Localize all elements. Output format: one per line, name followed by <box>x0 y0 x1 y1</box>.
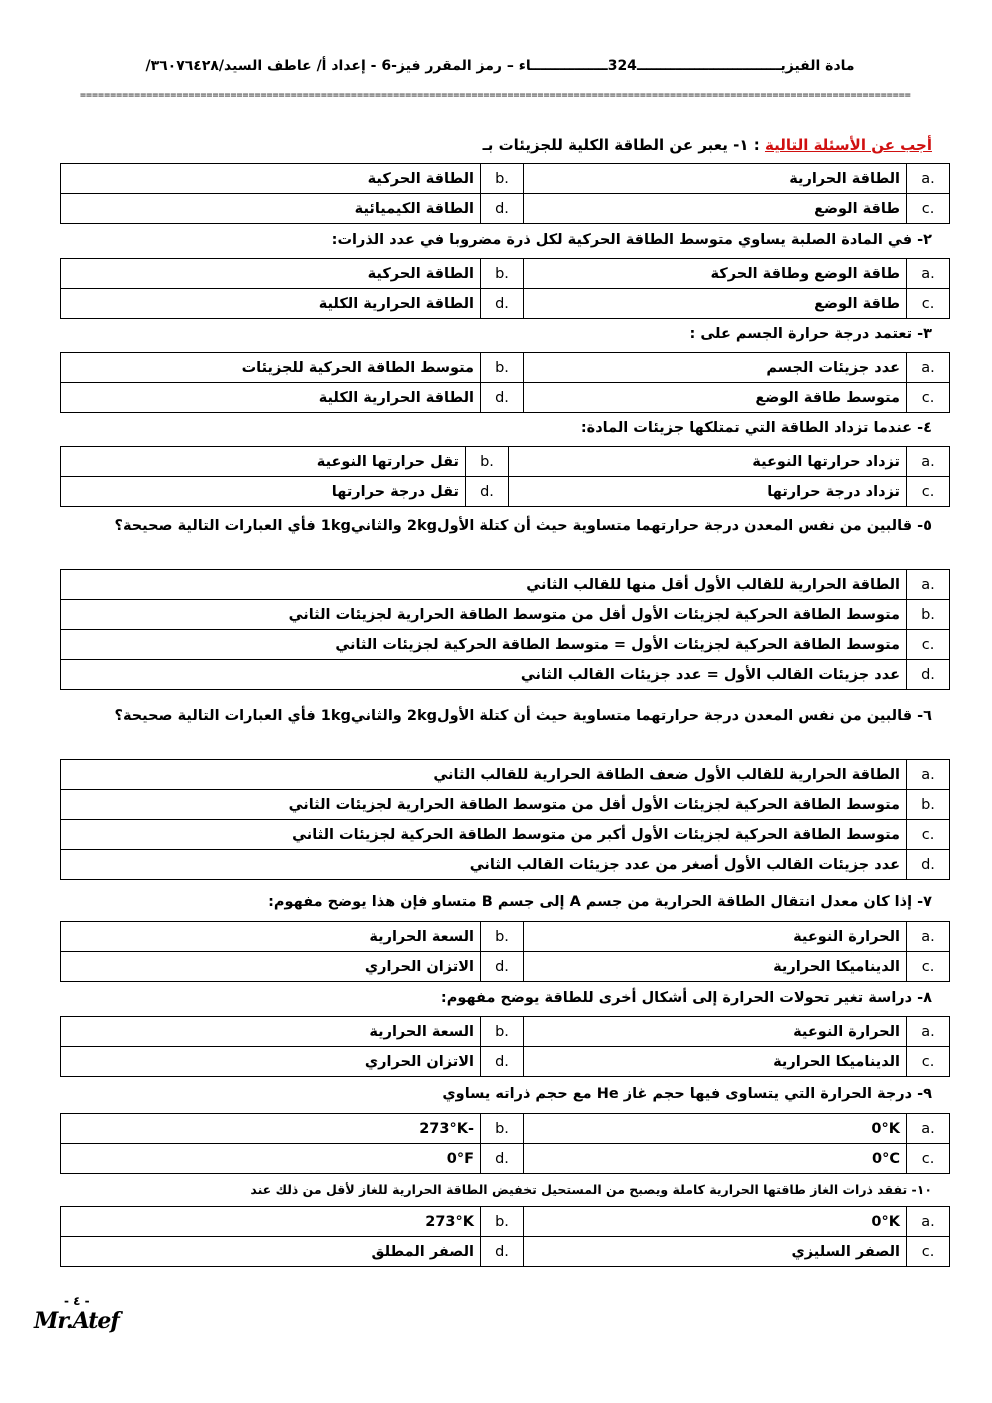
option-letter-b: .b <box>481 1207 524 1237</box>
option-letter-a: .a <box>907 760 950 790</box>
option-d[interactable]: عدد جزيئات القالب الأول أصغر من عدد جزيئات القالب الثاني <box>61 850 907 880</box>
header-separator: ========================================================================================================================================== <box>80 90 911 101</box>
option-a[interactable]: 0°K <box>524 1114 907 1144</box>
question-8-options <box>60 1016 950 1077</box>
option-letter-b: .b <box>481 353 524 383</box>
option-letter-c: .c <box>907 1047 950 1077</box>
option-b[interactable]: السعة الحرارية <box>61 1017 481 1047</box>
option-a[interactable]: الحرارة النوعية <box>524 922 907 952</box>
option-d[interactable]: الاتزان الحراري <box>61 1047 481 1077</box>
signature: Mr.Atef <box>34 1308 119 1334</box>
option-letter-a: .a <box>907 1114 950 1144</box>
option-a[interactable]: الحرارة النوعية <box>524 1017 907 1047</box>
option-a[interactable]: الطاقة الحرارية <box>524 164 907 194</box>
option-letter-c: .c <box>907 477 950 507</box>
question-6-options <box>60 759 950 880</box>
option-letter-c: .c <box>907 289 950 319</box>
question-9-options <box>60 1113 950 1174</box>
option-a[interactable]: 0°K <box>524 1207 907 1237</box>
option-d[interactable]: تقل درجة حرارتها <box>61 477 466 507</box>
option-b[interactable]: السعة الحرارية <box>61 922 481 952</box>
option-c[interactable]: متوسط الطاقة الحركية لجزيئات الأول أكبر من متوسط الطاقة الحركية لجزيئات الثاني <box>61 820 907 850</box>
option-d[interactable]: الطاقة الكيميائية <box>61 194 481 224</box>
question-10-text: ١٠- تفقد ذرات الغاز طاقتها الحرارية كاملة ويصبح من المستحيل تخفيض الطاقة الحرارية للغاز لأقل من ذلك عند <box>250 1182 932 1197</box>
instructions <box>52 136 932 154</box>
option-letter-d: .d <box>907 660 950 690</box>
option-letter-c: .c <box>907 1237 950 1267</box>
option-letter-a: .a <box>907 353 950 383</box>
option-c[interactable]: طاقة الوضع <box>524 194 907 224</box>
question-4-text: ٤- عندما تزداد الطاقة التي تمتلكها جزيئات المادة: <box>580 420 932 436</box>
option-letter-d: .d <box>481 194 524 224</box>
option-letter-a: .a <box>907 447 950 477</box>
option-d[interactable]: الطاقة الحرارية الكلية <box>61 289 481 319</box>
page-header: مادة الفيزيــــــــــــــــــــــــــــــ324ــــــــــــــــاء – رمز المقرر فيز-6 - إعداد أ/ عاطف السيد/٣٦٠٧٦٤٢٨/ <box>145 58 855 74</box>
question-3-text: ٣- تعتمد درجة حرارة الجسم على : <box>689 326 932 342</box>
option-c[interactable]: طاقة الوضع <box>524 289 907 319</box>
question-5-text: ٥- قالبين من نفس المعدن درجة حرارتهما متساوية حيث أن كتلة الأول2kg والثاني1kg فأي العبارات التالية صحيحة؟ <box>114 518 932 534</box>
question-2-text: ٢- في المادة الصلبة يساوي متوسط الطاقة الحركية لكل ذرة مضروبا في عدد الذرات: <box>331 232 932 248</box>
question-7-options <box>60 921 950 982</box>
option-c[interactable]: 0°C <box>524 1144 907 1174</box>
option-c[interactable]: متوسط الطاقة الحركية لجزيئات الأول = متوسط الطاقة الحركية لجزيئات الثاني <box>61 630 907 660</box>
option-letter-d: .d <box>481 1237 524 1267</box>
option-a[interactable]: تزداد حرارتها النوعية <box>509 447 907 477</box>
option-d[interactable]: الاتزان الحراري <box>61 952 481 982</box>
option-c[interactable]: الصفر السليزي <box>524 1237 907 1267</box>
option-letter-b: .b <box>481 1017 524 1047</box>
option-c[interactable]: متوسط طاقة الوضع <box>524 383 907 413</box>
option-letter-c: .c <box>907 1144 950 1174</box>
option-d[interactable]: 0°F <box>61 1144 481 1174</box>
option-letter-b: .b <box>907 790 950 820</box>
option-letter-c: .c <box>907 952 950 982</box>
option-b[interactable]: متوسط الطاقة الحركية للجزيئات <box>61 353 481 383</box>
option-b[interactable]: 273°K <box>61 1207 481 1237</box>
option-letter-c: .c <box>907 194 950 224</box>
option-letter-d: .d <box>907 850 950 880</box>
option-letter-a: .a <box>907 259 950 289</box>
question-3-options <box>60 352 950 413</box>
option-letter-a: .a <box>907 1017 950 1047</box>
page-footer <box>34 1294 154 1345</box>
option-letter-b: .b <box>907 600 950 630</box>
option-letter-a: .a <box>907 1207 950 1237</box>
question-9-text: ٩- درجة الحرارة التي يتساوى فيها حجم غاز He مع حجم ذراته يساوي <box>442 1086 932 1102</box>
option-letter-d: .d <box>481 1047 524 1077</box>
option-letter-d: .d <box>481 289 524 319</box>
option-d[interactable]: الصفر المطلق <box>61 1237 481 1267</box>
option-c[interactable]: الديناميكا الحرارية <box>524 952 907 982</box>
option-b[interactable]: الطاقة الحركية <box>61 259 481 289</box>
question-2-options <box>60 258 950 319</box>
option-a[interactable]: عدد جزيئات الجسم <box>524 353 907 383</box>
option-letter-b: .b <box>481 922 524 952</box>
question-4-options <box>60 446 950 507</box>
option-a[interactable]: الطاقة الحرارية للقالب الأول ضعف الطاقة الحرارية للقالب الثاني <box>61 760 907 790</box>
question-5-options <box>60 569 950 690</box>
instructions-label: أجب عن الأسئلة التالية <box>764 136 932 154</box>
option-letter-d: .d <box>481 952 524 982</box>
question-6-text: ٦- قالبين من نفس المعدن درجة حرارتهما متساوية حيث أن كتلة الأول2kg والثاني1kg فأي العبارات التالية صحيحة؟ <box>114 708 932 724</box>
option-letter-b: .b <box>466 447 509 477</box>
option-letter-d: .d <box>481 1144 524 1174</box>
option-letter-c: .c <box>907 630 950 660</box>
option-letter-a: .a <box>907 922 950 952</box>
option-letter-b: .b <box>481 1114 524 1144</box>
question-7-text: ٧- إذا كان معدل انتقال الطاقة الحرارية من جسم A إلى جسم B متساو فإن هذا يوضح مفهوم: <box>268 894 932 910</box>
option-letter-c: .c <box>907 820 950 850</box>
option-b[interactable]: -273°K <box>61 1114 481 1144</box>
question-1-options <box>60 163 950 224</box>
option-letter-a: .a <box>907 570 950 600</box>
page-number: - ٤ - <box>64 1294 90 1308</box>
option-letter-b: .b <box>481 164 524 194</box>
question-10-options <box>60 1206 950 1267</box>
option-b[interactable]: الطاقة الحركية <box>61 164 481 194</box>
option-letter-a: .a <box>907 164 950 194</box>
question-1-text: : ١- يعبر عن الطاقة الكلية للجزيئات بـ <box>482 136 765 154</box>
option-letter-c: .c <box>907 383 950 413</box>
option-letter-d: .d <box>466 477 509 507</box>
option-d[interactable]: عدد جزيئات القالب الأول = عدد جزيئات القالب الثاني <box>61 660 907 690</box>
option-a[interactable]: طاقة الوضع وطاقة الحركة <box>524 259 907 289</box>
option-d[interactable]: الطاقة الحرارية الكلية <box>61 383 481 413</box>
option-b[interactable]: متوسط الطاقة الحركية لجزيئات الأول أقل من متوسط الطاقة الحرارية لجزيئات الثاني <box>61 790 907 820</box>
option-b[interactable]: تقل حرارتها النوعية <box>61 447 466 477</box>
option-c[interactable]: تزداد درجة حرارتها <box>509 477 907 507</box>
option-letter-b: .b <box>481 259 524 289</box>
question-8-text: ٨- دراسة تغير تحولات الحرارة إلى أشكال أخرى للطاقة يوضح مفهوم: <box>440 990 932 1006</box>
option-b[interactable]: متوسط الطاقة الحركية لجزيئات الأول أقل من متوسط الطاقة الحرارية لجزيئات الثاني <box>61 600 907 630</box>
option-a[interactable]: الطاقة الحرارية للقالب الأول أقل منها للقالب الثاني <box>61 570 907 600</box>
option-letter-d: .d <box>481 383 524 413</box>
option-c[interactable]: الديناميكا الحرارية <box>524 1047 907 1077</box>
